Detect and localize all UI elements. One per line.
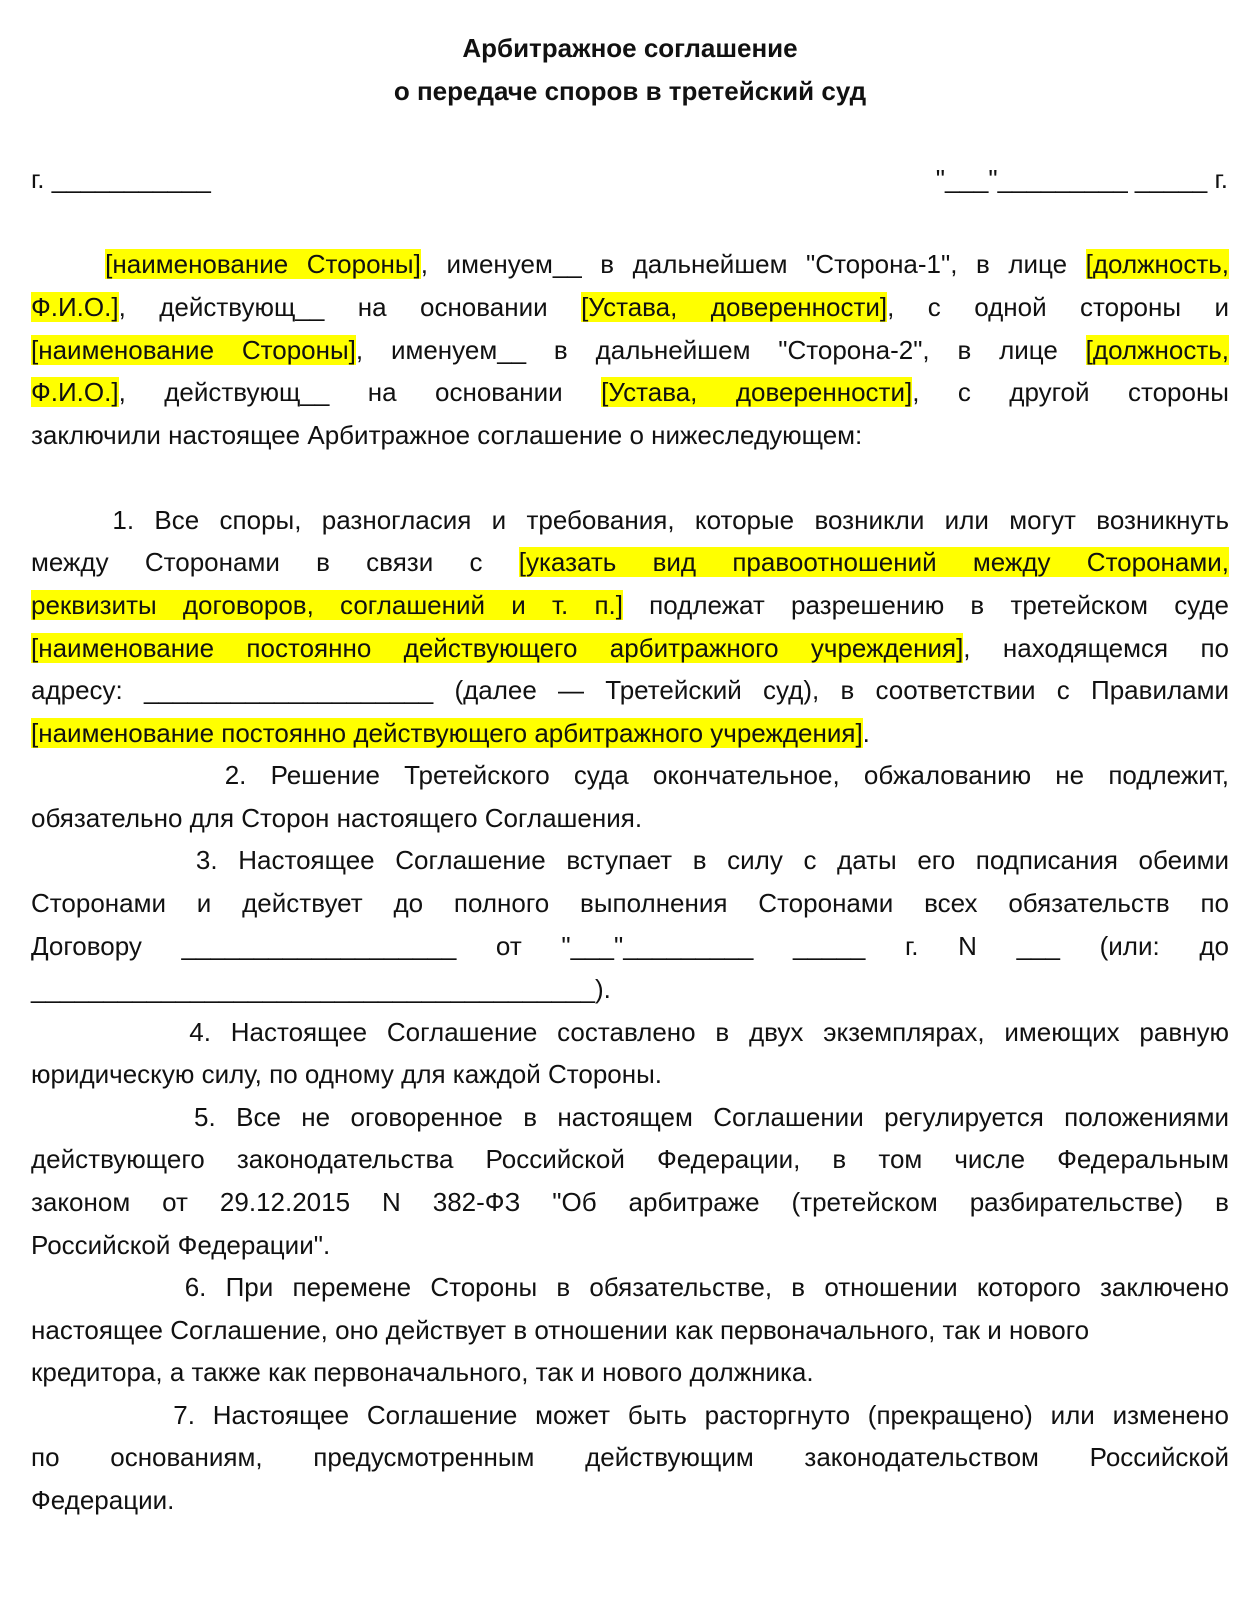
text-span: законом от 29.12.2015 N 382-ФЗ "Об арбитраже (третейском разбирательстве) в: [31, 1187, 1229, 1217]
text-line: [31, 1224, 1229, 1267]
text-span: , именуем__ в дальнейшем "Сторона-2", в лице: [355, 335, 1086, 365]
text-line: [31, 371, 1229, 414]
placeholder-highlight: реквизиты договоров, соглашений и т. п.]: [31, 590, 623, 620]
placeholder-highlight: [наименование Стороны]: [31, 335, 356, 365]
date-field: "___"_________ _____ г.: [935, 164, 1228, 194]
placeholder-highlight: [Устава, доверенности]: [601, 377, 913, 407]
text-span: Договору ___________________ от "___"_________ _____ г. N ___ (или: до: [31, 931, 1229, 961]
text-line: [31, 627, 1229, 670]
text-line: [31, 839, 1229, 882]
text-span: 6. При перемене Стороны в обязательстве, в отношении которого заключено: [31, 1272, 1229, 1302]
placeholder-highlight: Ф.И.О.]: [31, 292, 119, 322]
text-span: , действующ__ на основании: [118, 377, 602, 407]
text-line: [31, 968, 1229, 1011]
placeholder-highlight: [наименование Стороны]: [105, 249, 421, 279]
text-line: [31, 1138, 1229, 1181]
text-span: , находящемся по: [963, 633, 1229, 663]
text-line: [31, 1394, 1229, 1437]
place-field: г. ___________: [31, 164, 211, 194]
text-line: [31, 754, 1229, 797]
text-span: действующего законодательства Российской Федерации, в том числе Федеральным: [31, 1144, 1229, 1174]
text-line: [31, 1436, 1229, 1479]
placeholder-highlight: [наименование постоянно действующего арбитражного учреждения]: [31, 718, 863, 748]
placeholder-highlight: [наименование постоянно действующего арбитражного учреждения]: [31, 633, 964, 663]
text-line: [31, 541, 1229, 584]
text-span: Российской Федерации".: [31, 1230, 331, 1260]
text-line: [31, 1479, 1229, 1522]
text-span: юридическую силу, по одному для каждой Стороны.: [31, 1059, 663, 1089]
text-span: Сторонами и действует до полного выполнения Сторонами всех обязательств по: [31, 888, 1229, 918]
text-span: [31, 249, 105, 279]
placeholder-highlight: [должность,: [1085, 249, 1229, 279]
text-line: [31, 712, 1229, 755]
text-line: [31, 286, 1229, 329]
text-line: [31, 1053, 1229, 1096]
document-subtitle: о передаче споров в третейский суд: [393, 76, 867, 106]
text-line: [31, 882, 1229, 925]
text-span: 5. Все не оговоренное в настоящем Соглашении регулируется положениями: [31, 1102, 1229, 1132]
text-line: [31, 1351, 1229, 1394]
text-span: кредитора, а также как первоначального, так и нового должника.: [31, 1357, 814, 1387]
text-span: _______________________________________).: [31, 974, 611, 1004]
text-span: адресу: ____________________ (далее — Третейский суд), в соответствии с Правилами: [31, 675, 1229, 705]
text-line: [31, 1096, 1229, 1139]
text-span: Федерации.: [31, 1485, 175, 1515]
text-line: [31, 1011, 1229, 1054]
text-line: [31, 584, 1229, 627]
text-span: подлежат разрешению в третейском суде: [622, 590, 1229, 620]
text-line: [31, 1181, 1229, 1224]
placeholder-highlight: [указать вид правоотношений между Сторонами,: [518, 547, 1229, 577]
text-span: 2. Решение Третейского суда окончательное, обжалованию не подлежит,: [31, 760, 1229, 790]
text-line: [31, 329, 1229, 372]
text-span: 7. Настоящее Соглашение может быть расторгнуто (прекращено) или изменено: [31, 1400, 1229, 1430]
text-span: между Сторонами в связи с: [31, 547, 519, 577]
text-line: [31, 1266, 1229, 1309]
placeholder-highlight: [должность,: [1085, 335, 1230, 365]
placeholder-highlight: [Устава, доверенности]: [581, 292, 888, 322]
text-span: 4. Настоящее Соглашение составлено в двух экземплярах, имеющих равную: [31, 1017, 1229, 1047]
text-line: [31, 925, 1229, 968]
text-span: , действующ__ на основании: [118, 292, 582, 322]
document-title: Арбитражное соглашение: [462, 33, 798, 63]
text-span: .: [862, 718, 870, 748]
text-line: [31, 243, 1229, 286]
text-span: , именуем__ в дальнейшем "Сторона-1", в лице: [420, 249, 1086, 279]
text-span: по основаниям, предусмотренным действующим законодательством Российской: [31, 1442, 1229, 1472]
text-line: [31, 1309, 1229, 1352]
text-line: [31, 669, 1229, 712]
text-span: настоящее Соглашение, оно действует в отношении как первоначального, так и нового: [31, 1315, 1090, 1345]
text-line: [31, 414, 1229, 457]
text-span: 1. Все споры, разногласия и требования, которые возникли или могут возникнуть: [31, 505, 1229, 535]
text-span: заключили настоящее Арбитражное соглашение о нижеследующем:: [31, 420, 863, 450]
text-line: [31, 499, 1229, 542]
text-span: , с одной стороны и: [887, 292, 1229, 322]
text-line: [31, 797, 1229, 840]
placeholder-highlight: Ф.И.О.]: [31, 377, 119, 407]
text-span: , с другой стороны: [912, 377, 1229, 407]
text-span: обязательно для Сторон настоящего Соглашения.: [31, 803, 643, 833]
text-span: 3. Настоящее Соглашение вступает в силу с даты его подписания обеими: [31, 845, 1229, 875]
